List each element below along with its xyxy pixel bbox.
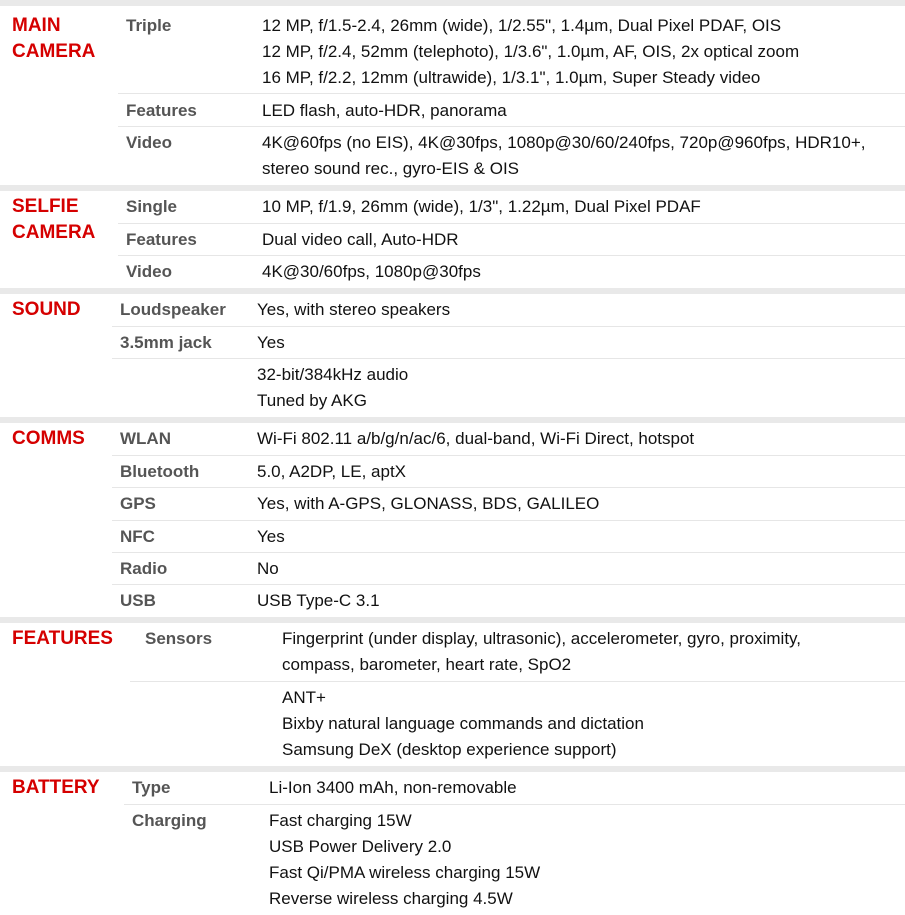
row-divider [124, 804, 905, 805]
row-divider [112, 487, 905, 488]
category-title-line: CAMERA [12, 222, 96, 243]
spec-label-triple: Triple [126, 16, 172, 35]
spec-label-video: Video [126, 262, 172, 281]
row-divider [112, 552, 905, 553]
row-divider [118, 223, 905, 224]
spec-value-usb: USB Type-C 3.1 [257, 591, 380, 610]
row-divider [112, 326, 905, 327]
row-divider [118, 93, 905, 94]
separator [0, 0, 905, 6]
separator [0, 766, 905, 772]
spec-label-nfc: NFC [120, 527, 155, 546]
category-selfie-camera [12, 194, 95, 246]
row-divider [112, 520, 905, 521]
spec-value-features: LED flash, auto-HDR, panorama [262, 101, 507, 120]
category-title-line: MAIN [12, 15, 61, 36]
category-main-camera [12, 13, 95, 65]
row-divider [112, 455, 905, 456]
spec-value-bluetooth: 5.0, A2DP, LE, aptX [257, 462, 407, 481]
spec-value-line: 12 MP, f/2.4, 52mm (telephoto), 1/3.6", 1.0µm, AF, OIS, 2x optical zoom [262, 42, 800, 61]
category-sound: SOUND [12, 299, 81, 320]
spec-value-radio: No [257, 559, 279, 578]
spec-value-line: 32-bit/384kHz audio [257, 365, 409, 384]
spec-label-features: Features [126, 101, 197, 120]
spec-value-charging [269, 808, 540, 912]
spec-label-features: Features [126, 230, 197, 249]
spec-value-line: USB Power Delivery 2.0 [269, 837, 452, 856]
spec-value-jack: Yes [257, 333, 285, 352]
spec-value-line: Bixby natural language commands and dictation [282, 714, 644, 733]
spec-label-video: Video [126, 133, 172, 152]
spec-value-line: Tuned by AKG [257, 391, 367, 410]
spec-value-line: Fast Qi/PMA wireless charging 15W [269, 863, 541, 882]
spec-value-line: Fast charging 15W [269, 811, 412, 830]
spec-value-features: Dual video call, Auto-HDR [262, 230, 459, 249]
spec-value-video [262, 130, 865, 182]
category-title-line: CAMERA [12, 41, 96, 62]
row-divider [118, 255, 905, 256]
spec-value-line: compass, barometer, heart rate, SpO2 [282, 655, 572, 674]
spec-value-loudspeaker: Yes, with stereo speakers [257, 300, 451, 319]
spec-label-sensors: Sensors [145, 629, 213, 648]
spec-label-loudspeaker: Loudspeaker [120, 300, 226, 319]
separator [0, 288, 905, 294]
spec-value-line: Samsung DeX (desktop experience support) [282, 740, 617, 759]
spec-value-sensors [282, 626, 801, 678]
spec-label-gps: GPS [120, 494, 156, 513]
separator [0, 617, 905, 623]
spec-label-type: Type [132, 778, 171, 797]
spec-value-line: ANT+ [282, 688, 326, 707]
row-divider [118, 126, 905, 127]
spec-value-nfc: Yes [257, 527, 285, 546]
spec-value-line: 4K@60fps (no EIS), 4K@30fps, 1080p@30/60/240fps, 720p@960fps, HDR10+, [262, 133, 866, 152]
row-divider [112, 358, 905, 359]
separator [0, 185, 905, 191]
separator [0, 417, 905, 423]
category-title-line: SELFIE [12, 196, 79, 217]
spec-label-bluetooth: Bluetooth [120, 462, 200, 481]
spec-value-line: 12 MP, f/1.5-2.4, 26mm (wide), 1/2.55", 1.4µm, Dual Pixel PDAF, OIS [262, 16, 782, 35]
spec-value-wlan: Wi-Fi 802.11 a/b/g/n/ac/6, dual-band, Wi-Fi Direct, hotspot [257, 429, 695, 448]
spec-label-radio: Radio [120, 559, 168, 578]
category-comms: COMMS [12, 428, 85, 449]
spec-label-charging: Charging [132, 811, 207, 830]
spec-value-single: 10 MP, f/1.9, 26mm (wide), 1/3", 1.22µm, Dual Pixel PDAF [262, 197, 701, 216]
spec-label-jack: 3.5mm jack [120, 333, 212, 352]
spec-value-line: Fingerprint (under display, ultrasonic), accelerometer, gyro, proximity, [282, 629, 802, 648]
spec-value-line: Reverse wireless charging 4.5W [269, 889, 513, 908]
spec-value-features-extra [282, 685, 644, 763]
spec-label-wlan: WLAN [120, 429, 171, 448]
spec-label-usb: USB [120, 591, 156, 610]
spec-value-line: 16 MP, f/2.2, 12mm (ultrawide), 1/3.1", 1.0µm, Super Steady video [262, 68, 761, 87]
category-battery: BATTERY [12, 777, 100, 798]
row-divider [112, 584, 905, 585]
spec-value-line: stereo sound rec., gyro-EIS & OIS [262, 159, 520, 178]
spec-value-type: Li-Ion 3400 mAh, non-removable [269, 778, 517, 797]
spec-label-single: Single [126, 197, 178, 216]
category-features: FEATURES [12, 628, 113, 649]
spec-value-triple [262, 13, 799, 91]
spec-value-gps: Yes, with A-GPS, GLONASS, BDS, GALILEO [257, 494, 600, 513]
spec-value-video: 4K@30/60fps, 1080p@30fps [262, 262, 481, 281]
spec-value-sound-extra [257, 362, 408, 414]
row-divider [130, 681, 905, 682]
